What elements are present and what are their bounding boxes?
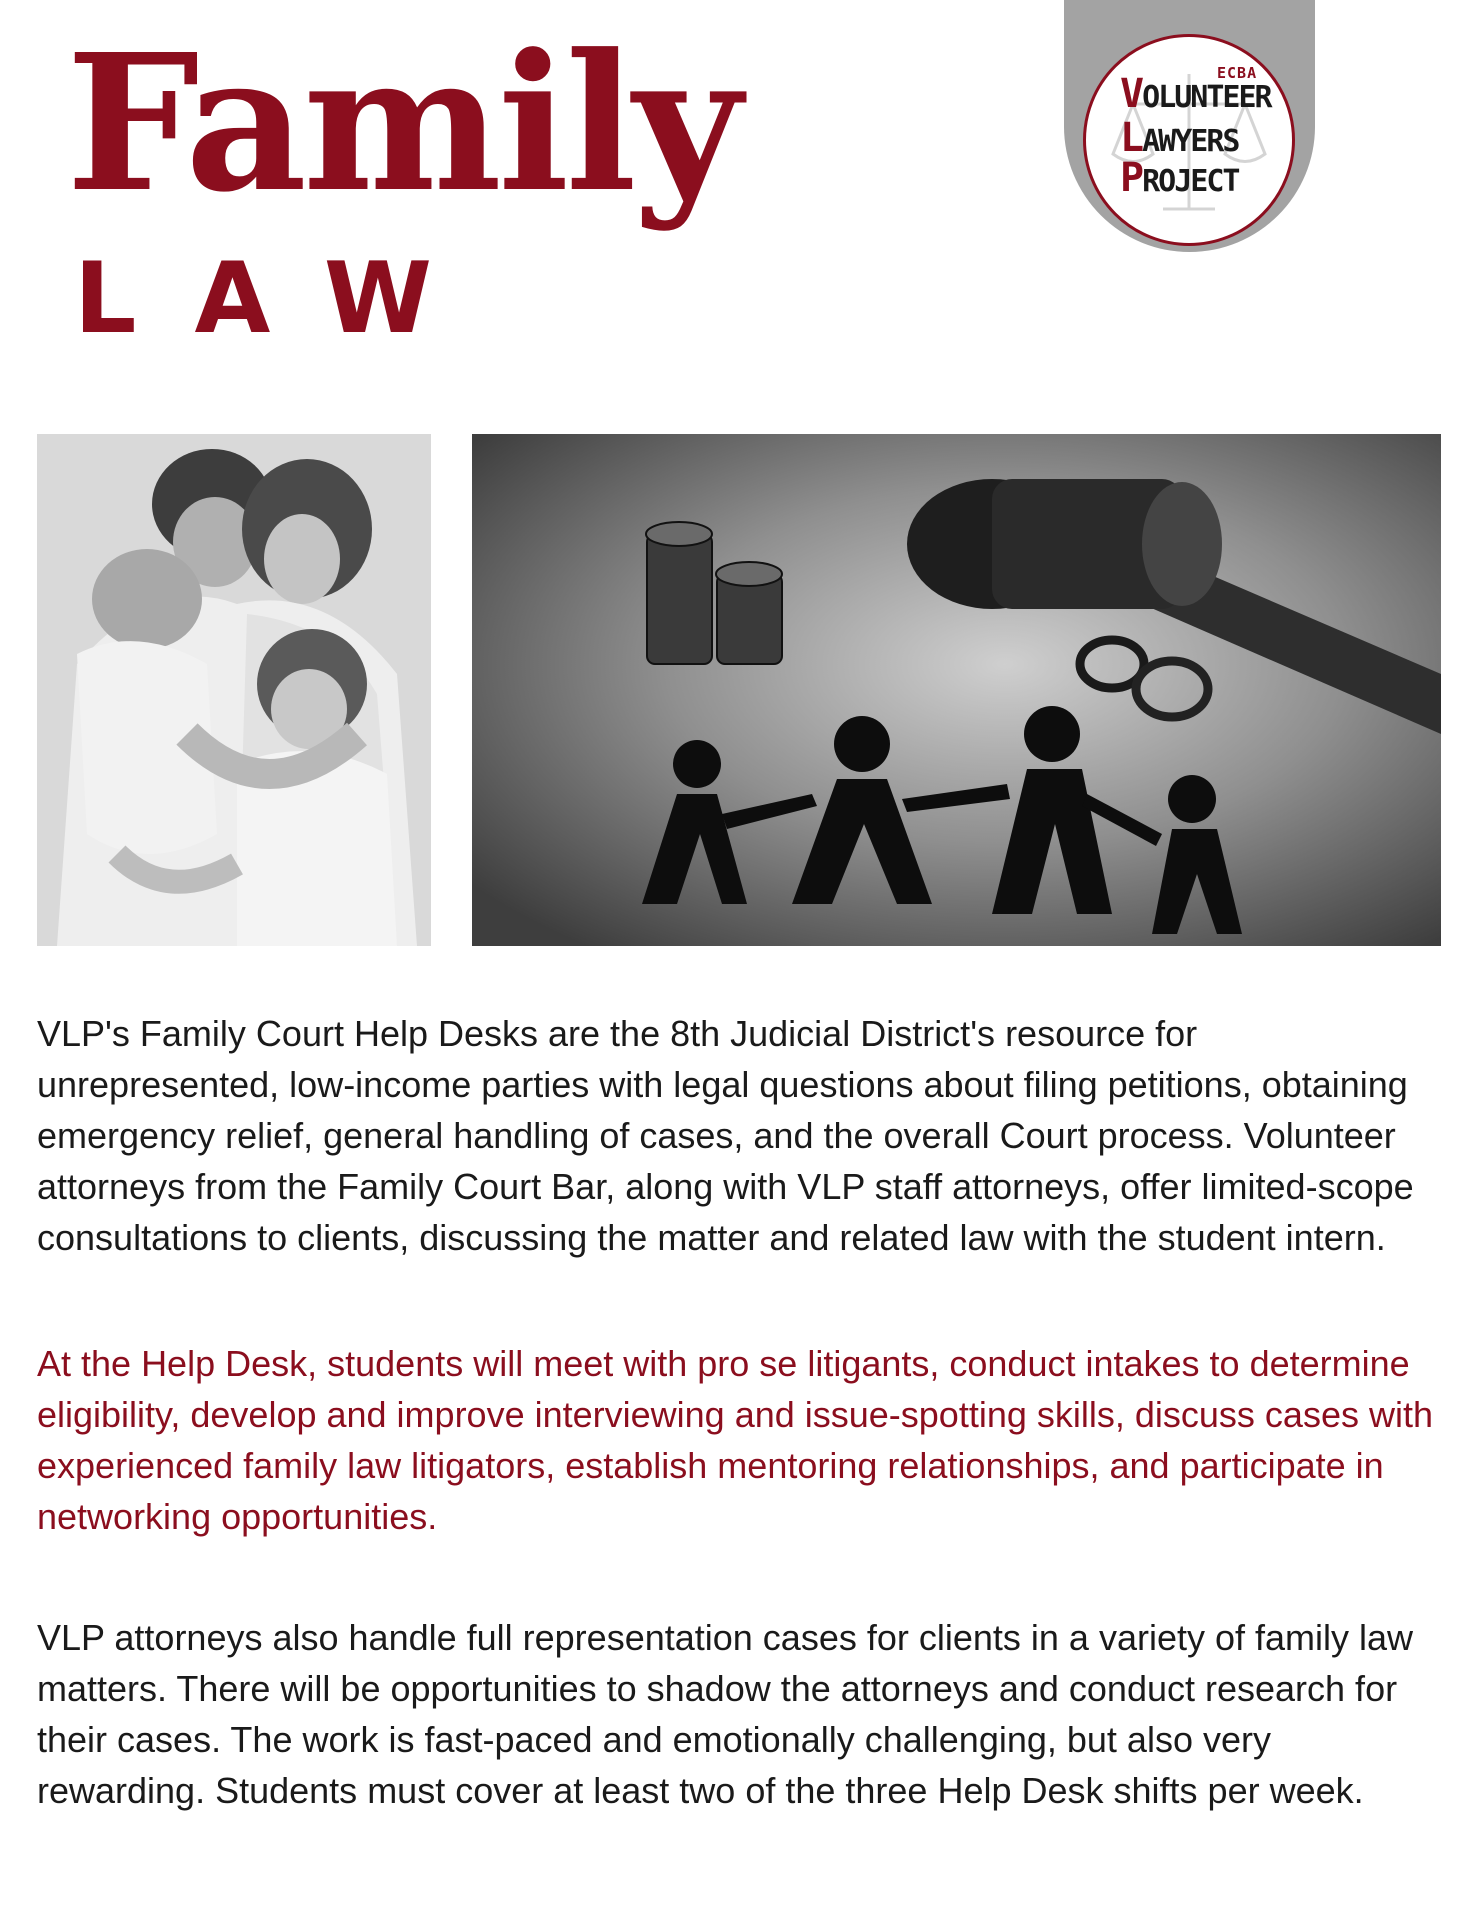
gavel-rings-paper-family-photo (472, 434, 1441, 946)
logo-line-project: PROJECT (1120, 155, 1239, 201)
page-subtitle: LAW (74, 242, 490, 356)
family-hug-photo (37, 434, 431, 946)
help-desk-paragraph: At the Help Desk, students will meet with pro se litigants, conduct intakes to determine eligibility, develop and improve interviewing and issue-spotting skills, discuss cases with experienced family law litigators, establish mentoring relationships, and participate in networking opportunities. (37, 1343, 1433, 1537)
page-title: Family (66, 13, 739, 234)
logo-line-volunteer: VOLUNTEER (1120, 71, 1271, 117)
representation-paragraph: VLP attorneys also handle full representation cases for clients in a variety of family law matters. There will be opportunities to shadow the attorneys and conduct research for their cases. The work is fast-paced and emotionally challenging, but also very rewarding. Students must cover at least two of the three Help Desk shifts per week. (37, 1617, 1414, 1811)
logo-line-lawyers: LAWYERS (1120, 115, 1239, 161)
intro-paragraph: VLP's Family Court Help Desks are the 8th Judicial District's resource for unrepresented, low-income parties with legal questions about filing petitions, obtaining emergency relief, general handling of cases, and the overall Court process. Volunteer attorneys from the Family Court Bar, along with VLP staff attorneys, offer limited-scope consultations to clients, discussing the matter and related law with the student intern. (37, 1013, 1414, 1258)
logo-ecba: ECBA (1217, 64, 1258, 82)
